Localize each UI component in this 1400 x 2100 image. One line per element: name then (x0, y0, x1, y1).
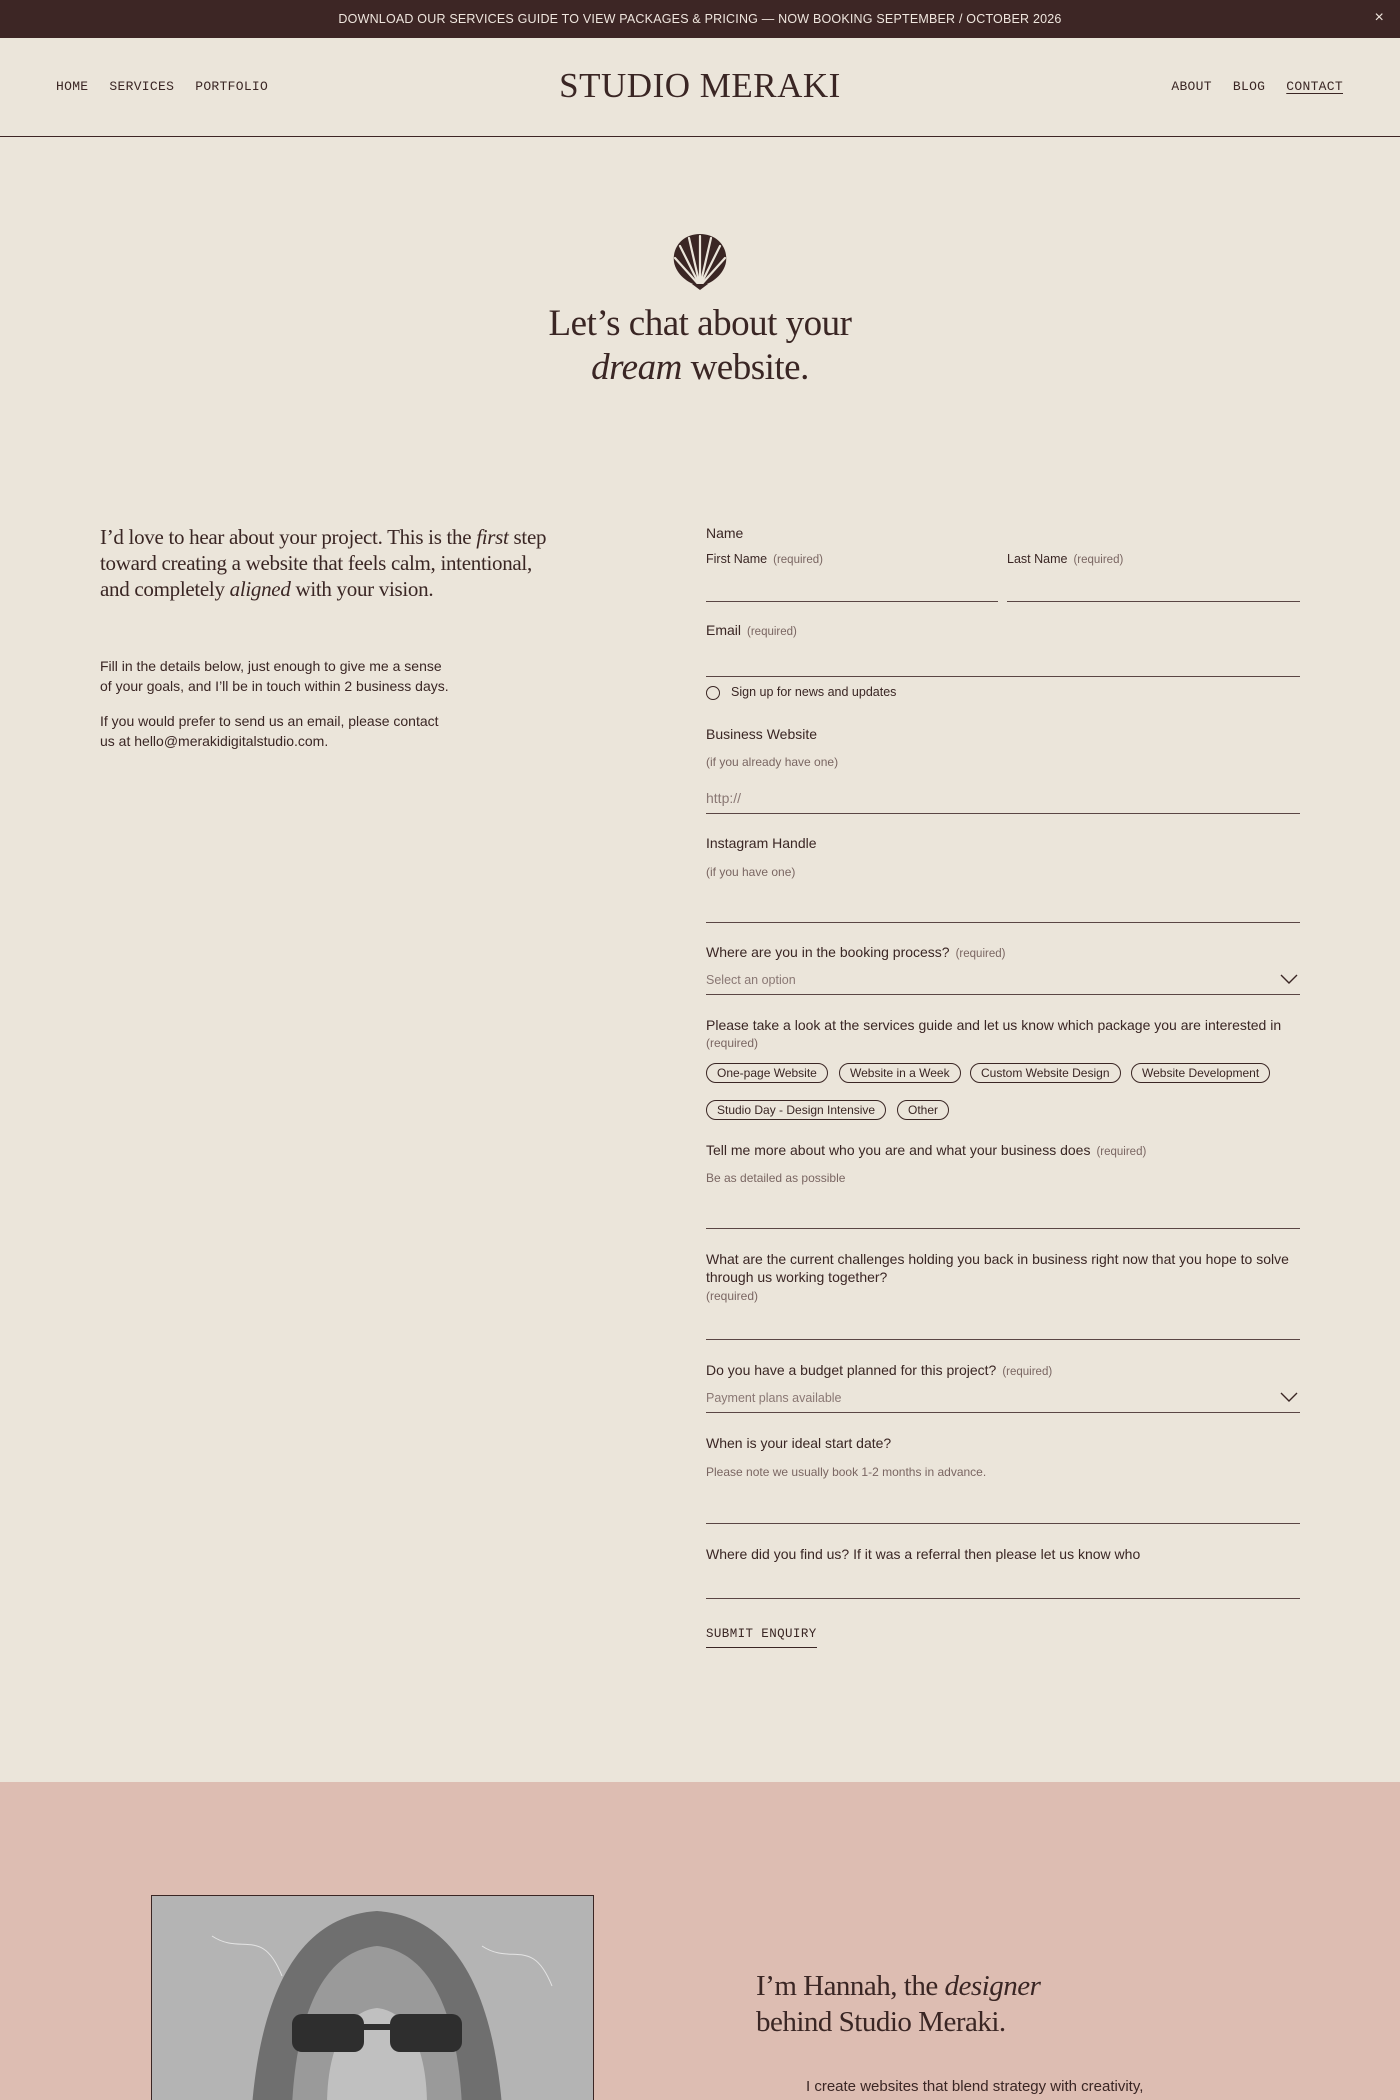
package-chip-development[interactable]: Website Development (1131, 1063, 1270, 1083)
intro-emphasis: first (476, 525, 509, 549)
last-name-text: Last Name (1007, 552, 1068, 566)
title-emphasis: dream (591, 347, 682, 388)
close-icon[interactable]: × (1374, 9, 1384, 26)
nav-services[interactable]: SERVICES (109, 79, 175, 94)
email-label (706, 622, 797, 638)
newsletter-label: Sign up for news and updates (731, 685, 897, 699)
package-chip-one-page[interactable]: One-page Website (706, 1063, 828, 1083)
shell-icon (670, 228, 730, 292)
intro-part: I’d love to hear about your project. This is the (100, 525, 477, 549)
intro-emphasis: aligned (229, 577, 291, 601)
about-business-hint: Be as detailed as possible (706, 1171, 846, 1185)
website-hint: (if you already have one) (706, 755, 839, 769)
budget-select[interactable]: Payment plans available (706, 1391, 842, 1405)
submit-button[interactable]: SUBMIT ENQUIRY (706, 1627, 817, 1648)
required-tag: (required) (773, 554, 823, 566)
website-input[interactable] (706, 783, 1300, 813)
package-label: Please take a look at the services guide and let us know which package you are interested in (706, 1017, 1282, 1033)
nav-portfolio[interactable]: PORTFOLIO (195, 79, 269, 94)
name-label: Name (706, 525, 744, 541)
announcement-text[interactable]: DOWNLOAD OUR SERVICES GUIDE TO VIEW PACKAGES & PRICING — NOW BOOKING SEPTEMBER / OCTOBER 2026 (338, 12, 1062, 26)
website-underline (706, 813, 1300, 814)
booking-label (706, 944, 1005, 960)
about-business-input[interactable] (706, 1198, 1300, 1228)
package-chip-studio-day[interactable]: Studio Day - Design Intensive (706, 1100, 886, 1120)
challenges-label-line-1: What are the current challenges holding you back in business right now that you hope to solve (706, 1251, 1289, 1267)
intro-text (100, 524, 560, 602)
nav-contact[interactable]: CONTACT (1286, 79, 1343, 94)
detail-paragraph: If you would prefer to send us an email, please contact us at hello@merakidigitalstudio.com. (100, 713, 439, 749)
start-date-input[interactable] (706, 1493, 1300, 1523)
first-name-underline (706, 601, 998, 602)
portrait-photo (151, 1895, 594, 2100)
start-date-hint: Please note we usually book 1-2 months in advance. (706, 1465, 987, 1479)
portrait-illustration (152, 1896, 594, 2100)
package-chip-custom[interactable]: Custom Website Design (970, 1063, 1121, 1083)
intro-part: step toward creating a website that feels calm, intentional, and completely (100, 525, 547, 601)
package-chip-other[interactable]: Other (897, 1100, 949, 1120)
nav-right (1171, 79, 1343, 94)
about-title-emphasis: designer (944, 1970, 1041, 2002)
announcement-bar (0, 0, 1400, 38)
intro-part: with your vision. (290, 577, 434, 601)
challenges-input[interactable] (706, 1309, 1300, 1339)
chevron-down-icon[interactable] (1280, 1391, 1298, 1403)
referral-input[interactable] (706, 1568, 1300, 1598)
about-title-part: I’m Hannah, the (756, 1970, 945, 2002)
last-name-input[interactable] (1007, 571, 1300, 601)
about-business-underline (706, 1228, 1300, 1229)
page-title-line-2 (0, 346, 1400, 390)
required-tag: (required) (1096, 1146, 1147, 1158)
first-name-label (706, 552, 823, 566)
challenges-required: (required) (706, 1289, 759, 1303)
about-text: I create websites that blend strategy with creativity, (806, 2078, 1144, 2095)
challenges-underline (706, 1339, 1300, 1340)
about-title (756, 1968, 1040, 2040)
booking-select[interactable]: Select an option (706, 973, 796, 987)
first-name-text: First Name (706, 552, 768, 566)
title-rest: website. (681, 347, 809, 388)
challenges-label-line-2: through us working together? (706, 1269, 888, 1285)
required-tag: (required) (1002, 1366, 1053, 1378)
brand-logo[interactable]: STUDIO MERAKI (559, 66, 841, 105)
required-tag: (required) (955, 948, 1006, 960)
last-name-label (1007, 552, 1123, 566)
referral-label: Where did you find us? If it was a referral then please let us know who (706, 1546, 1141, 1562)
budget-text: Do you have a budget planned for this project? (706, 1362, 997, 1378)
instagram-hint: (if you have one) (706, 865, 796, 879)
start-date-underline (706, 1523, 1300, 1524)
instagram-input[interactable] (706, 892, 1300, 922)
website-label: Business Website (706, 726, 818, 742)
referral-underline (706, 1598, 1300, 1599)
nav-home[interactable]: HOME (56, 79, 89, 94)
email-text: Email (706, 622, 742, 638)
page-title (0, 302, 1400, 390)
package-chip-week[interactable]: Website in a Week (839, 1063, 961, 1083)
budget-underline (706, 1412, 1300, 1413)
instagram-underline (706, 922, 1300, 923)
instagram-label: Instagram Handle (706, 835, 817, 851)
package-required: (required) (706, 1036, 759, 1050)
last-name-underline (1007, 601, 1300, 602)
email-input[interactable] (706, 646, 1300, 676)
about-title-line-1 (756, 1968, 1040, 2004)
about-section (0, 1782, 1400, 2100)
nav-blog[interactable]: BLOG (1232, 79, 1266, 94)
about-title-line-2: behind Studio Meraki. (756, 2006, 1006, 2038)
email-underline (706, 676, 1300, 677)
about-business-text: Tell me more about who you are and what your business does (706, 1142, 1091, 1158)
required-tag: (required) (1073, 554, 1124, 566)
newsletter-checkbox[interactable] (706, 686, 720, 700)
about-business-label (706, 1142, 1146, 1158)
detail-paragraph: Fill in the details below, just enough to give me a sense of your goals, and I’ll be in touch within 2 business days. (100, 658, 449, 694)
first-name-input[interactable] (706, 571, 998, 601)
page-title-line-1: Let’s chat about your (548, 303, 852, 344)
nav-about[interactable]: ABOUT (1171, 79, 1212, 94)
required-tag: (required) (747, 626, 797, 638)
booking-underline (706, 994, 1300, 995)
start-date-label: When is your ideal start date? (706, 1435, 892, 1451)
site-header (0, 38, 1400, 137)
budget-label (706, 1362, 1052, 1378)
booking-text: Where are you in the booking process? (706, 944, 950, 960)
chevron-down-icon[interactable] (1280, 973, 1298, 985)
